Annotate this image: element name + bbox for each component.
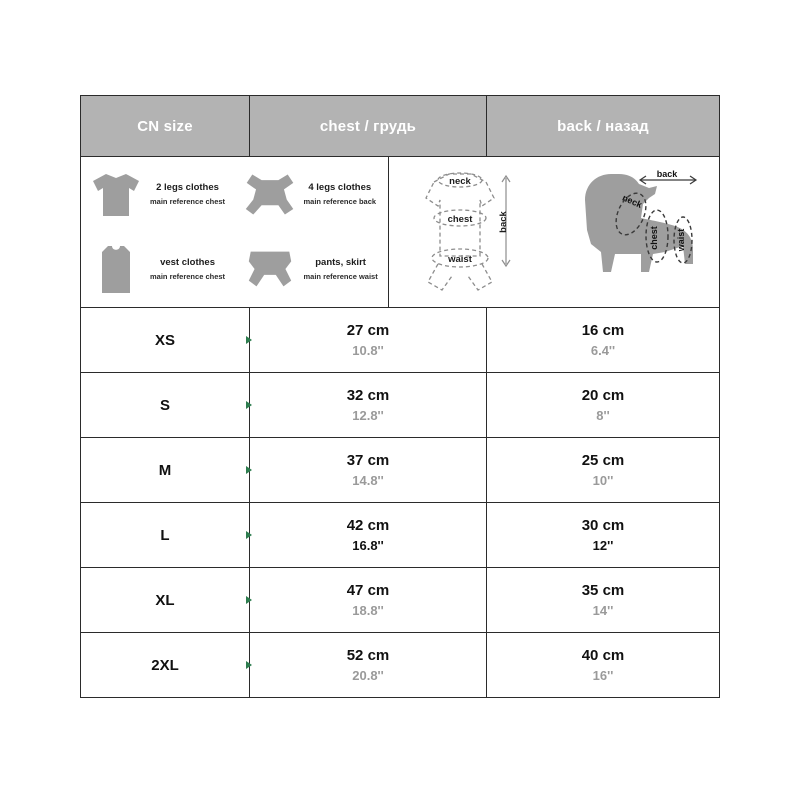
chest-inch: 16.8'' <box>352 538 384 554</box>
svg-text:neck: neck <box>448 175 471 187</box>
row-tick-icon <box>246 466 252 474</box>
row-tick-icon <box>246 596 252 604</box>
legend-text-vest: vest clothes main reference chest <box>150 257 226 282</box>
vest-icon <box>89 241 143 299</box>
table-row <box>81 438 720 503</box>
chest-cm: 27 cm <box>346 321 390 339</box>
row-tick-icon <box>246 336 252 344</box>
back-cm: 30 cm <box>581 516 625 534</box>
column-header-chest: chest / грудь <box>250 96 487 157</box>
table-row <box>81 503 720 568</box>
table-body <box>81 308 720 698</box>
tshirt-icon <box>89 166 143 224</box>
table-row <box>81 633 720 698</box>
back-cm: 20 cm <box>581 386 625 404</box>
back-cm: 35 cm <box>581 581 625 599</box>
svg-text:neck: neck <box>620 192 644 210</box>
svg-text:waist: waist <box>675 228 686 251</box>
chest-cm: 37 cm <box>346 451 390 469</box>
size-chart <box>80 95 720 698</box>
chest-inch: 12.8'' <box>352 408 384 424</box>
legend-item-2legs <box>81 157 235 232</box>
cell-chest <box>250 568 487 633</box>
row-tick-icon <box>246 661 252 669</box>
legend-text-2legs: 2 legs clothes main reference chest <box>150 182 226 207</box>
legend-text-4legs: 4 legs clothes main reference back <box>303 182 377 207</box>
column-header-back: back / назад <box>487 96 720 157</box>
garment-measure-diagram <box>394 160 544 305</box>
chest-cm: 32 cm <box>346 386 390 404</box>
cell-back <box>487 308 720 373</box>
legend-text-pants: pants, skirt main reference waist <box>303 257 378 282</box>
cell-size: L <box>81 503 250 568</box>
row-tick-icon <box>246 401 252 409</box>
chest-inch: 20.8'' <box>352 668 384 684</box>
legend-item-pants <box>235 232 389 307</box>
dog-measure-diagram <box>545 160 715 305</box>
row-tick-icon <box>246 531 252 539</box>
cell-chest <box>250 503 487 568</box>
chest-inch: 14.8'' <box>352 473 384 489</box>
cell-back <box>487 438 720 503</box>
svg-text:waist: waist <box>447 253 472 265</box>
back-inch: 6.4'' <box>590 343 616 359</box>
back-inch: 14'' <box>592 603 614 619</box>
chest-inch: 18.8'' <box>352 603 384 619</box>
legend-item-4legs <box>235 157 389 232</box>
cell-size: 2XL <box>81 633 250 698</box>
cell-size: M <box>81 438 250 503</box>
diagrams <box>389 157 719 307</box>
cell-chest <box>250 308 487 373</box>
cell-size: S <box>81 373 250 438</box>
cell-size: XS <box>81 308 250 373</box>
chest-cm: 47 cm <box>346 581 390 599</box>
cell-back <box>487 373 720 438</box>
cell-chest <box>250 373 487 438</box>
chest-inch: 10.8'' <box>352 343 384 359</box>
back-inch: 10'' <box>592 473 614 489</box>
back-inch: 8'' <box>596 408 610 424</box>
chest-cm: 42 cm <box>346 516 390 534</box>
cell-back <box>487 633 720 698</box>
legend-cell <box>81 157 720 308</box>
back-inch: 12'' <box>592 538 614 554</box>
table-row <box>81 373 720 438</box>
back-cm: 16 cm <box>581 321 625 339</box>
column-header-size: CN size <box>81 96 250 157</box>
chest-cm: 52 cm <box>346 646 390 664</box>
svg-text:back: back <box>656 168 677 179</box>
cell-back <box>487 568 720 633</box>
back-inch: 16'' <box>592 668 614 684</box>
legend-grid <box>81 157 389 307</box>
svg-text:back: back <box>497 210 509 233</box>
size-table <box>80 95 720 698</box>
pants-skirt-icon <box>243 241 297 299</box>
back-cm: 25 cm <box>581 451 625 469</box>
svg-text:chest: chest <box>447 213 472 225</box>
four-leg-suit-icon <box>243 166 297 224</box>
table-header-row <box>81 96 720 157</box>
cell-size: XL <box>81 568 250 633</box>
table-row <box>81 308 720 373</box>
table-row <box>81 568 720 633</box>
cell-back <box>487 503 720 568</box>
legend-row <box>81 157 720 308</box>
cell-chest <box>250 633 487 698</box>
legend-item-vest <box>81 232 235 307</box>
back-cm: 40 cm <box>581 646 625 664</box>
svg-text:chest: chest <box>648 225 659 250</box>
cell-chest <box>250 438 487 503</box>
